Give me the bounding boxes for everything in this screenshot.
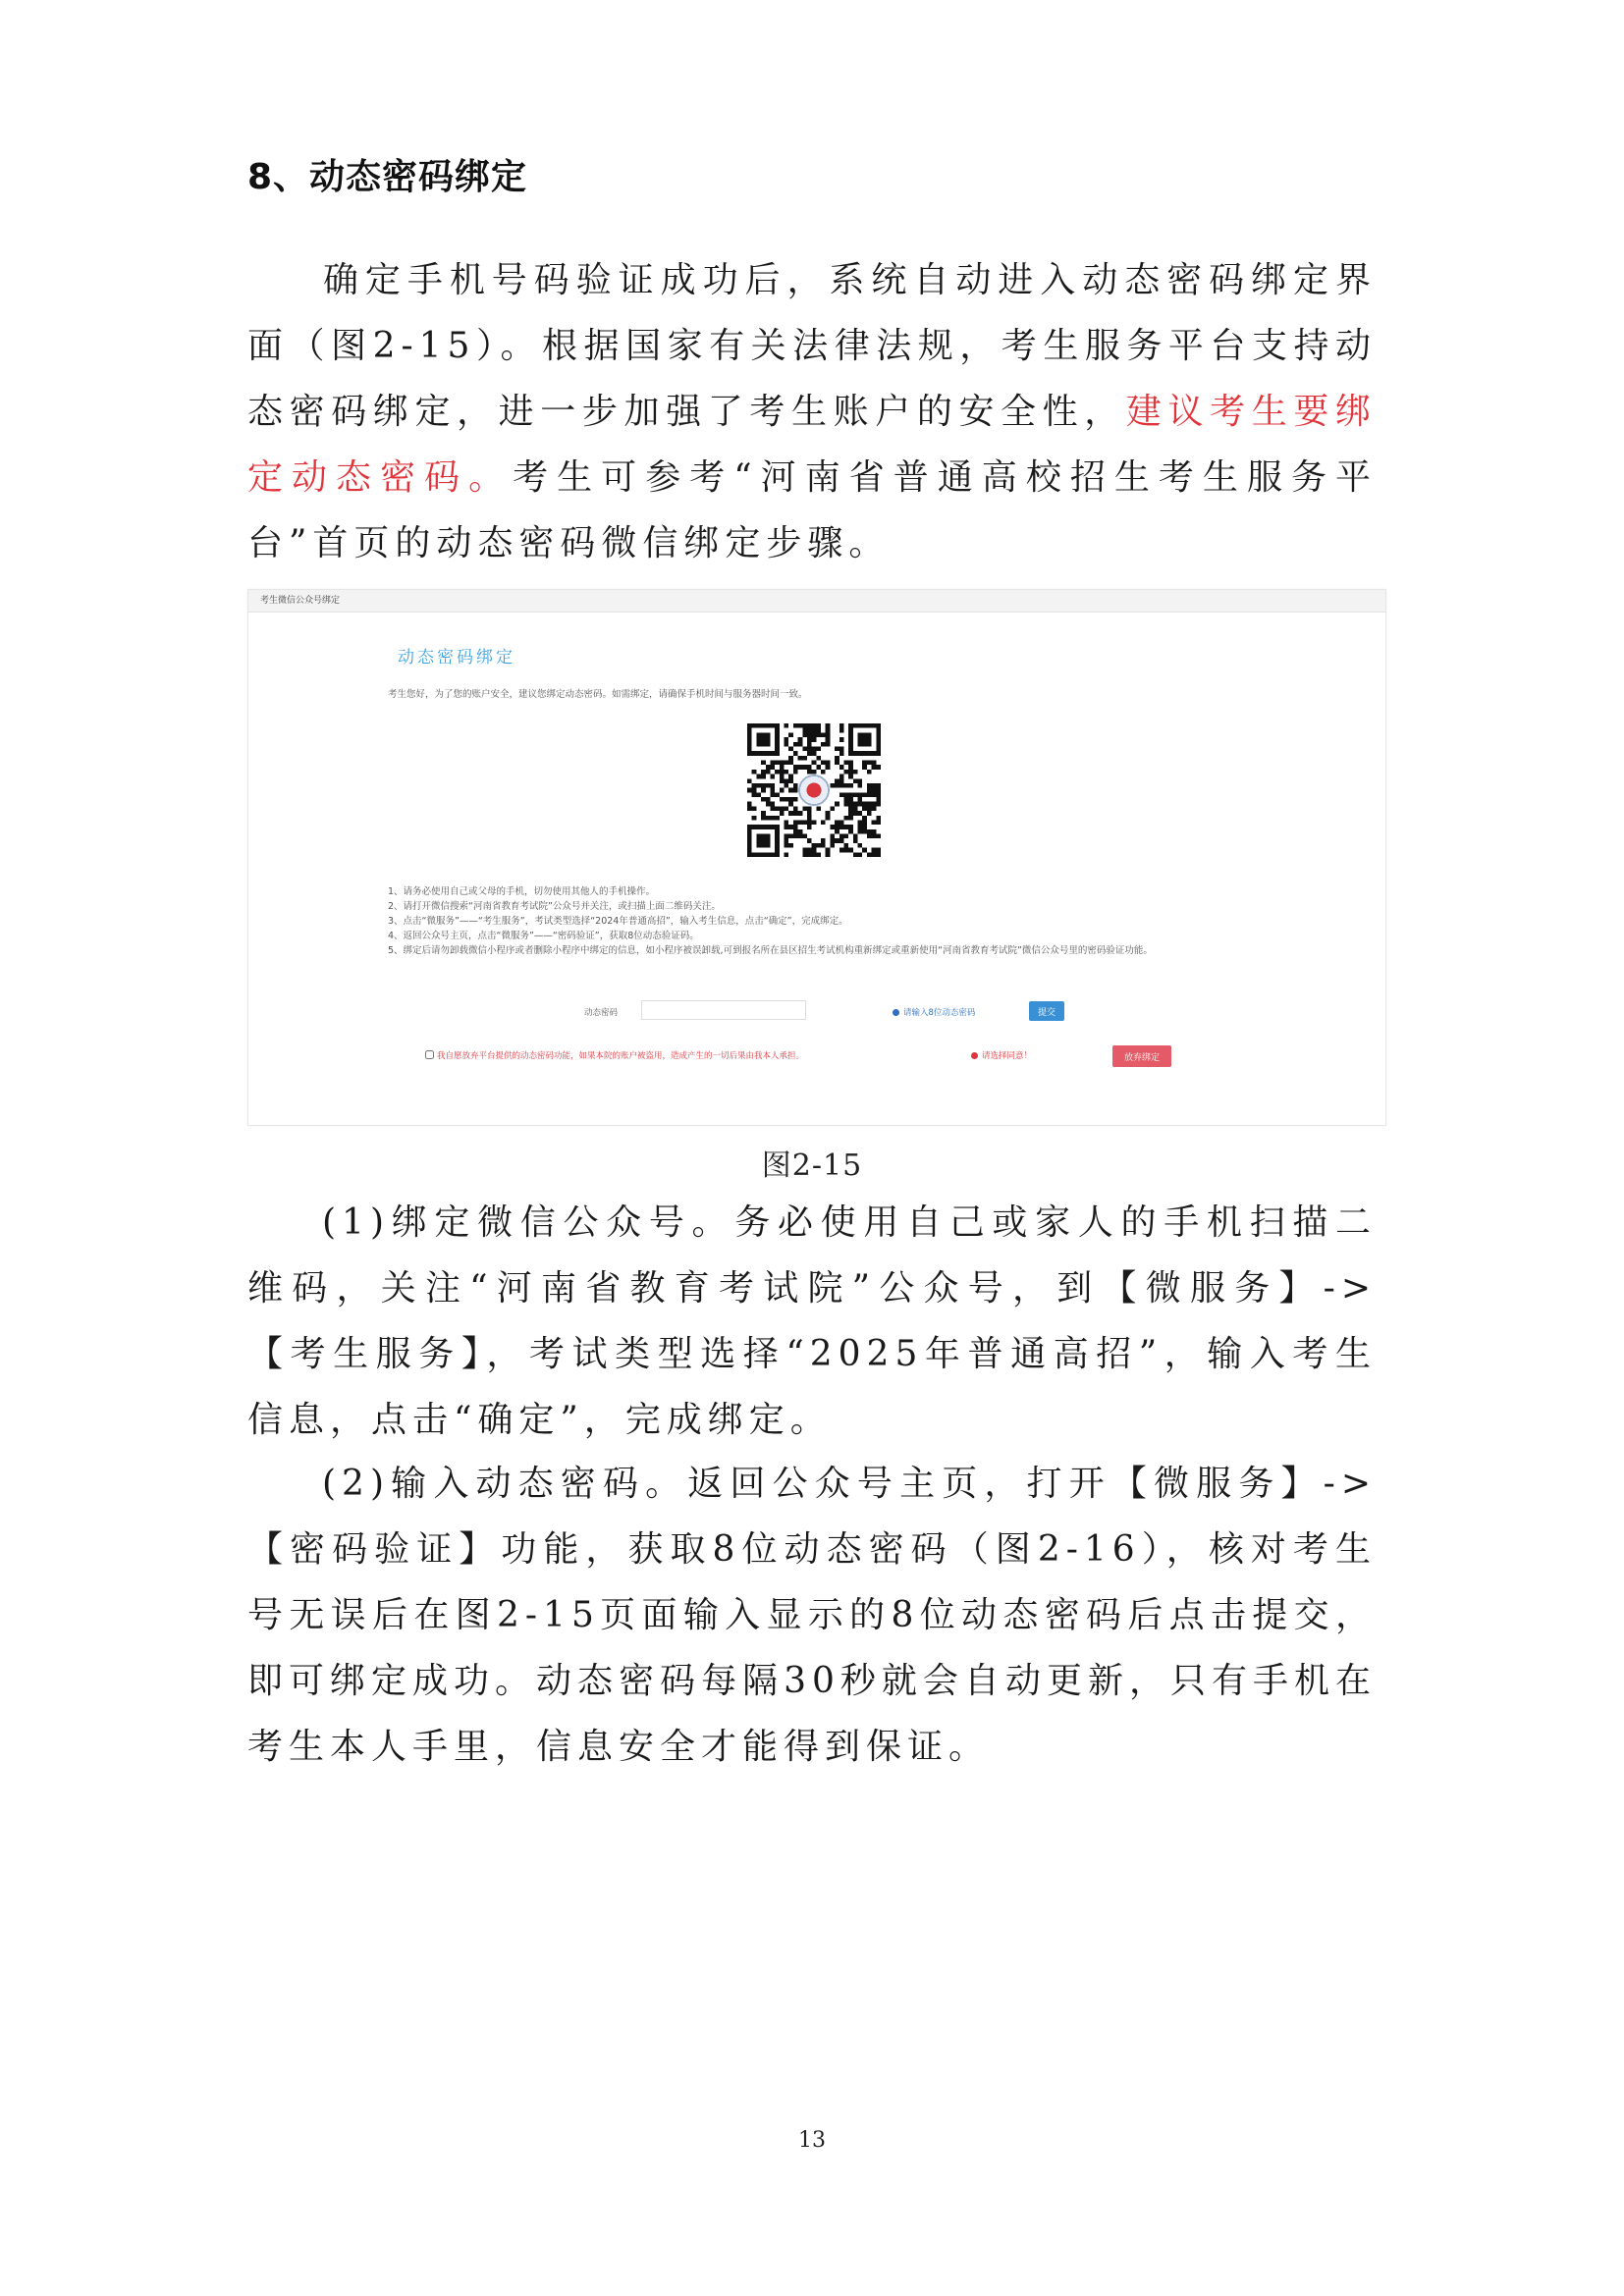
agree-tip-text: 请选择同意！: [982, 1051, 1033, 1061]
waive-binding-button[interactable]: 放弃绑定: [1112, 1045, 1171, 1067]
recommendation-highlight: 建议考生要绑定动态密码。: [247, 392, 1377, 498]
step2-paragraph: [247, 1451, 1377, 1780]
warning-icon: [971, 1052, 978, 1059]
waive-checkbox[interactable]: [425, 1050, 434, 1059]
submit-button[interactable]: 提交: [1029, 1001, 1064, 1021]
dynamic-code-label: 动态密码: [584, 1008, 619, 1018]
figure-caption: 图2-15: [761, 1148, 863, 1183]
figure-heading: 动态密码绑定: [398, 648, 515, 667]
binding-steps: [388, 884, 1272, 958]
intro-paragraph: [247, 247, 1377, 576]
step-item: 4、返回公众号主页，点击“微服务”——“密码验证”，获取8位动态验证码。: [388, 931, 699, 941]
step2-text: (2)输入动态密码。返回公众号主页，打开【微服务】->【密码验证】功能，获取8位动态密码（图2-16），核对考生号无误后在图2-15页面输入显示的8位动态密码后点击提交，即可绑定成功。动态密码每隔30秒就会自动更新，只有手机在考生本人手里，信息安全才能得到保证。: [247, 1464, 1377, 1767]
waive-agreement[interactable]: [425, 1049, 804, 1061]
step-item: 1、请务必使用自己或父母的手机，切勿使用其他人的手机操作。: [388, 886, 656, 897]
agree-tip: [971, 1049, 1032, 1061]
qr-code-icon: [747, 723, 881, 857]
figure-topbar: 考生微信公众号绑定: [248, 590, 1385, 613]
info-icon: [893, 1009, 899, 1016]
waive-text: 我自愿放弃平台提供的动态密码功能，如果本院的账户被盗用，造成产生的一切后果由我本人承担。: [437, 1051, 805, 1061]
intro-text: 确定手机号码验证成功后，系统自动进入动态密码绑定界面（图2-15）。根据国家有关法律法规，考生服务平台支持动态密码绑定，进一步加强了考生账户的安全性，: [247, 260, 1377, 432]
step1-text: (1)绑定微信公众号。务必使用自己或家人的手机扫描二维码，关注“河南省教育考试院”公众号，到【微服务】->【考生服务】，考试类型选择“2025年普通高招”，输入考生信息，点击“确定”，完成绑定。: [247, 1202, 1377, 1440]
figure-intro: 考生您好，为了您的账户安全，建议您绑定动态密码。如需绑定，请确保手机时间与服务器时间一致。: [388, 689, 808, 700]
code-hint: [893, 1006, 975, 1018]
dynamic-code-input[interactable]: [641, 1000, 806, 1020]
step1-paragraph: [247, 1190, 1377, 1453]
page-number: 13: [798, 2128, 826, 2153]
section-title: 8、动态密码绑定: [247, 157, 528, 197]
step-item: 2、请打开微信搜索“河南省教育考试院”公众号并关注，或扫描上面二维码关注。: [388, 901, 721, 912]
step-item: 3、点击“微服务”——“考生服务”，考试类型选择“2024年普通高招”，输入考生信息，点击“确定”，完成绑定。: [388, 916, 848, 927]
intro-text-after: 考生可参考“河南省普通高校招生考生服务平台”首页的动态密码微信绑定步骤。: [247, 457, 1377, 563]
step-item: 5、绑定后请勿卸载微信小程序或者删除小程序中绑定的信息，如小程序被误卸载,可到报名所在县区招生考试机构重新绑定或重新使用“河南省教育考试院”微信公众号里的密码验证功能。: [388, 945, 1153, 956]
code-hint-text: 请输入8位动态密码: [903, 1008, 976, 1018]
binding-page-screenshot: [247, 589, 1386, 1126]
